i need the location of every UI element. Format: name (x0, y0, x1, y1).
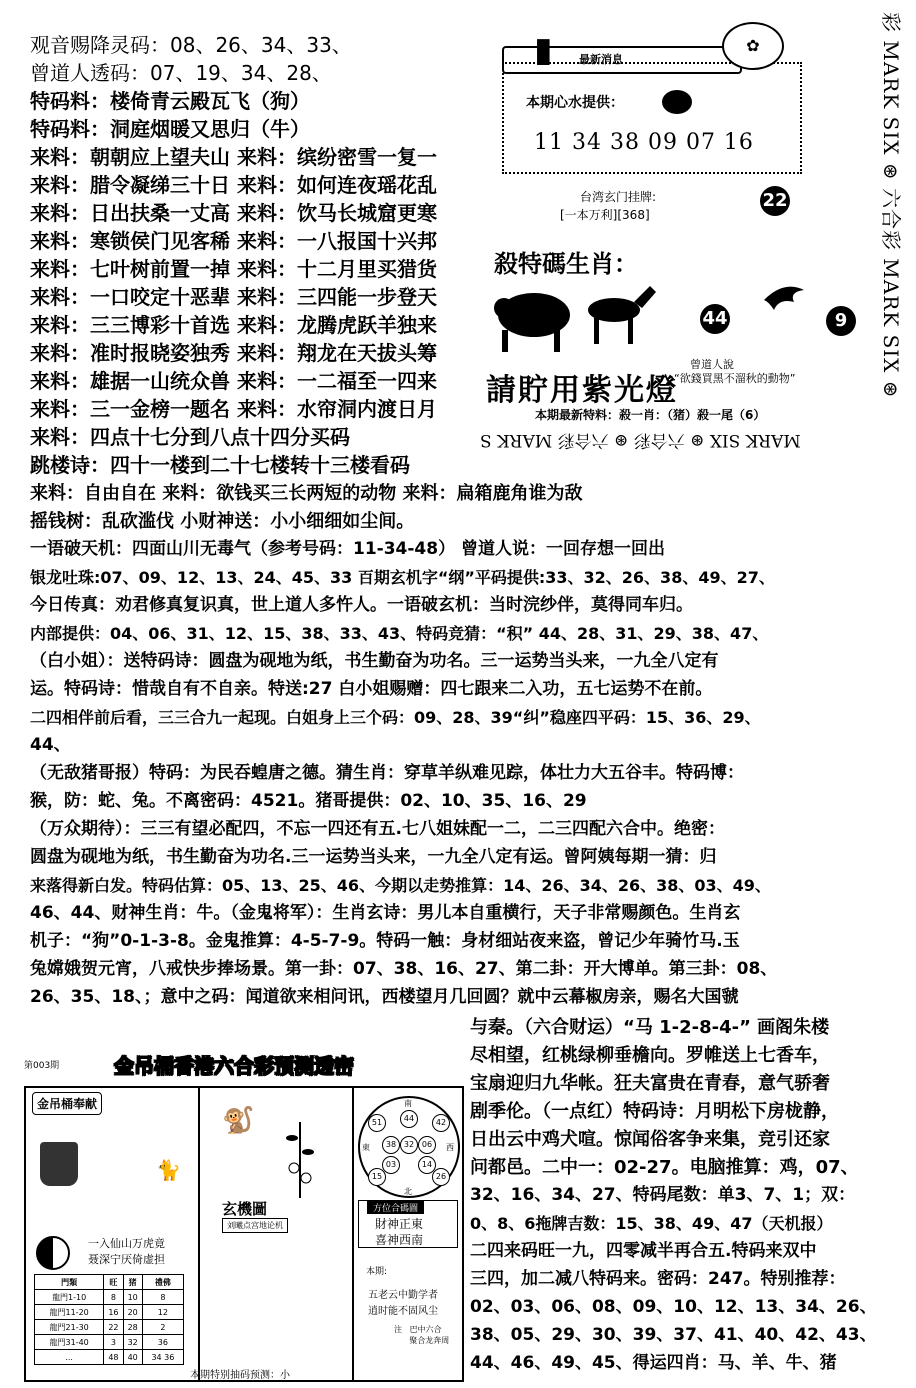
table-cell: 36 (142, 1335, 183, 1350)
ad-mid-sub: 刘曦点宫地论机 (222, 1218, 288, 1233)
compass-number: 44 (400, 1110, 418, 1128)
text-line: 来料：日出扶桑一丈高 来料：饮马长城窟更寒 (30, 201, 437, 225)
dir-south: 北 (404, 1187, 412, 1196)
text-line: 02、03、06、08、09、10、12、13、34、26、 (470, 1297, 877, 1317)
text-line: （万众期待）：三三有望必配四，不忘一四还有五.七八姐妹配一二，二三四配六合中。绝密： (30, 819, 725, 839)
kill-title: 殺特碼生肖： (494, 249, 638, 278)
text-line: 今日传真：劝君修真复识真，世上道人多忤人。一语破玄机：当时浣纱伴，莫得同车归。 (30, 595, 693, 615)
dir-east: 東 (362, 1143, 370, 1152)
news-box (496, 22, 806, 174)
text-line: 来料：四点十七分到八点十四分买码 (30, 425, 350, 449)
compass-number: 32 (400, 1136, 418, 1154)
table-cell: 12 (142, 1305, 183, 1320)
issue-poem: 逍时能不固风尘 (368, 1306, 438, 1317)
table-row (35, 1290, 184, 1305)
ad-table (34, 1274, 184, 1365)
table-cell: 40 (123, 1350, 142, 1365)
text-line: 来料：自由自在 来料：欲钱买三长两短的动物 来料：扁箱鹿角谁为敌 (30, 483, 583, 504)
dir-north: 南 (404, 1099, 412, 1108)
table-cell: 20 (123, 1305, 142, 1320)
flag-icon: ▮ (534, 30, 553, 70)
issue-label: 本期: (366, 1267, 388, 1277)
ox-icon (494, 293, 570, 352)
horse-icon (588, 286, 656, 344)
text-line: 26、35、18、；意中之码：闻道欲来相问讯，西楼望月几回圆？就中云幕椒房亲，赐名大国虢 (30, 987, 739, 1007)
text-line: 三四，加二减八特码来。密码：247。特别推荐： (470, 1269, 846, 1289)
table-cell: 8 (142, 1290, 183, 1305)
text-line: 来料：七叶树前置一掉 来料：十二月里买猎货 (30, 257, 437, 281)
text-line: 机子：“狗”0-1-3-8。金鬼推算：4-5-7-9。特码一触：身材细站夜来盗，曾记少年骑竹马.玉 (30, 931, 740, 951)
text-line: 运。特码诗：惜哉自有不自亲。特送:27 白小姐赐赠：四七跟来二入功，五七运势不在前。 (30, 679, 713, 699)
table-row (35, 1320, 184, 1335)
ad-right-panel (352, 1086, 464, 1382)
dir-west: 西 (446, 1143, 454, 1152)
compass-number: 26 (432, 1168, 450, 1186)
text-line: （白小姐）：送特码诗：圆盘为砚地为纸，书生勤奋为功名。三一运势当头来，一九全八定有 (30, 651, 719, 671)
text-line: 宝扇迎归九华帐。狂夫富贵在青春，意气骄奢 (470, 1073, 830, 1094)
news-title: 最新消息 (579, 53, 623, 66)
table-cell: 3 (104, 1335, 123, 1350)
text-line: 0、8、6拖牌吉数：15、38、49、47（天机报） (470, 1214, 833, 1233)
side-banner-text: 彩 MARK SIX ⊛ 六合彩 MARK SIX ⊛ (879, 12, 903, 399)
text-line: 来落得新白发。特码估算：05、13、25、46、今期以走势推算：14、26、34、26、38、03、49、 (30, 876, 771, 895)
table-cell: 龍門1-10 (35, 1290, 104, 1305)
text-line: 38、05、29、30、39、37、41、40、42、43、 (470, 1325, 877, 1345)
issue-poem: 五老云中勤学者 (368, 1290, 438, 1301)
cat-icon: 🐈 (156, 1158, 181, 1182)
table-header: 門類 (35, 1275, 104, 1290)
animal-illustrations (494, 280, 824, 360)
position-line: 財神正東 (375, 1217, 424, 1231)
quote-label: 曾道人說 (690, 358, 734, 371)
ad-title: 金吊桶香港六合彩预测透密 (114, 1054, 354, 1078)
text-line: 银龙吐珠:07、09、12、13、24、45、33 百期玄机字“纲”平码提供:33、32、26、38、49、27、 (30, 568, 775, 587)
tw-value: [一本万利][368] (560, 208, 650, 222)
plant-icon (280, 1118, 320, 1198)
table-cell: 龍門21-30 (35, 1320, 104, 1335)
dragon-icon (764, 287, 804, 310)
table-cell: 龍門31-40 (35, 1335, 104, 1350)
ball-9: 9 (826, 306, 856, 336)
text-line: 圆盘为砚地为纸，书生勤奋为功名.三一运势当头来，一九全八定有运。曾阿姨每期一猜：归 (30, 847, 717, 867)
text-line: 曾道人透码：07、19、34、28、 (30, 61, 332, 85)
text-line: 问都邑。二中一：02-27。电脑推算：鸡，07、 (470, 1157, 859, 1178)
latest-special: 本期最新特料：殺一肖：（猪）殺一尾（6） (535, 408, 766, 422)
text-line: 内部提供：04、06、31、12、15、38、33、43、特码竞猜：“积” 44、28、31、29、38、47、 (30, 624, 769, 643)
poem-line: 一入仙山万虎竟 (88, 1237, 165, 1250)
position-title: 方位合碼圖 (367, 1201, 424, 1214)
issue-signature: 注 巴中六合 聚合龙奔周 (394, 1325, 450, 1345)
text-line: 特码料：楼倚青云殿瓦飞（狗） (30, 89, 310, 113)
table-cell: 48 (104, 1350, 123, 1365)
text-line: （无敌猪哥报）特码：为民吞蝗唐之德。猜生肖：穿草羊纵难见踪，体壮力大五谷丰。特码博： (30, 763, 744, 783)
table-cell: ... (35, 1350, 104, 1365)
compass-number: 14 (418, 1156, 436, 1174)
table-cell: 34 36 (142, 1350, 183, 1365)
heart-icon (662, 90, 692, 114)
text-line: 剧季伦。（一点红）特码诗：月明松下房栊静， (470, 1101, 839, 1122)
text-line: 日出云中鸡犬喧。惊闻俗客争来集，竞引还家 (470, 1129, 830, 1150)
table-cell: 32 (123, 1335, 142, 1350)
table-row (35, 1335, 184, 1350)
text-line: 来料：三一金榜一题名 来料：水帘洞内渡日月 (30, 397, 437, 421)
text-line: 来料：寒锁侯门见客稀 来料：一八报国十兴邦 (30, 229, 437, 253)
advertisement (20, 1050, 462, 1380)
mirror-banner: MARK SIX ⊛ 六合彩 ⊛ 六合彩 MARK S (480, 430, 801, 450)
text-line: 来料：准时报晓姿独秀 来料：翔龙在天拔头筹 (30, 341, 437, 365)
table-cell: 龍門11-20 (35, 1305, 104, 1320)
compass-number: 42 (432, 1114, 450, 1132)
table-row (35, 1350, 184, 1365)
text-line: 44、46、49、45、得运四肖：马、羊、牛、猪 (470, 1353, 837, 1373)
text-line: 二四来码旺一九，四零减半再合五.特码来双中 (470, 1241, 817, 1261)
yinyang-icon (36, 1236, 70, 1270)
table-header: 旺 (104, 1275, 123, 1290)
text-line: 32、16、34、27、特码尾数：单3、7、1；双： (470, 1185, 856, 1205)
side-banner (862, 12, 912, 422)
table-row (35, 1305, 184, 1320)
table-cell: 22 (104, 1320, 123, 1335)
position-chart (358, 1200, 458, 1248)
ad-issue: 第003期 (24, 1061, 60, 1071)
table-cell: 28 (123, 1320, 142, 1335)
text-line: 特码料：洞庭烟暖又思归（牛） (30, 117, 310, 141)
table-cell: 8 (104, 1290, 123, 1305)
position-line: 喜神西南 (375, 1233, 424, 1247)
text-line: 摇钱树：乱砍滥伐 小财神送：小小细细如尘间。 (30, 511, 415, 532)
text-line: 44、 (30, 735, 71, 755)
text-line: 与秦。（六合财运）“马 1-2-8-4-” 画阁朱楼 (470, 1017, 830, 1038)
table-header: 禮佛 (142, 1275, 183, 1290)
tw-label: 台湾玄门挂牌: (580, 190, 657, 204)
text-line: 一语破天机：四面山川无毒气（参考号码：11-34-48） 曾道人说：一回存想一回出 (30, 539, 665, 559)
ball-22: 22 (760, 186, 790, 216)
text-line: 来料：腊令凝绨三十日 来料：如何连夜瑶花乱 (30, 173, 437, 197)
text-line: 来料：雄据一山统众兽 来料：一二福至一四来 (30, 369, 437, 393)
news-frame (502, 62, 802, 174)
text-line: 二四相伴前后看，三三合九一起现。白姐身上三个码：09、28、39“纠”稳座四平码：15、36、29、 (30, 708, 761, 727)
text-line: 猴，防：蛇、兔。不离密码：4521。猪哥提供：02、10、35、16、29 (30, 791, 587, 811)
ball-44: 44 (700, 304, 730, 334)
compass-diagram (358, 1096, 460, 1198)
table-cell: 10 (123, 1290, 142, 1305)
text-line: 来料：三三博彩十首选 来料：龙腾虎跃羊独来 (30, 313, 437, 337)
news-header (502, 30, 742, 74)
compass-number: 51 (368, 1114, 386, 1132)
ad-brand: 金吊桶奉献 (32, 1092, 102, 1115)
compass-number: 06 (418, 1136, 436, 1154)
compass-number: 03 (382, 1156, 400, 1174)
ad-mid-title: 玄機圖 (222, 1200, 268, 1218)
lamp-banner: 請貯用紫光燈 (486, 373, 678, 408)
text-line: 来料：朝朝应上望夫山 来料：缤纷密雪一复一 (30, 145, 437, 169)
compass-number: 38 (382, 1136, 400, 1154)
ad-bottom-text: 本期特别抽码预测：小 (190, 1370, 290, 1381)
text-line: 跳楼诗：四十一楼到二十七楼转十三楼看码 (30, 453, 410, 477)
ad-mid-panel (198, 1086, 354, 1382)
text-line: 兔嫦娥贺元宵，八戒快步捧场景。第一卦：07、38、16、27、第二卦：开大博单。第三卦：08、 (30, 959, 778, 979)
text-line: 46、44、财神生肖：牛。（金鬼将军）：生肖玄诗：男儿本自重横行，天子非常赐颜色。生肖玄 (30, 903, 741, 923)
heart-label: 本期心水提供： (526, 95, 624, 111)
heart-numbers: 11 34 38 09 07 16 (534, 130, 754, 155)
quote-text: “欲錢買黑不溜秋的動物” (674, 372, 796, 385)
text-line: 来料：一口咬定十恶辈 来料：三四能一步登天 (30, 285, 437, 309)
bucket-icon (40, 1142, 78, 1186)
ad-poem (88, 1236, 165, 1268)
table-cell: 16 (104, 1305, 123, 1320)
compass-number: 15 (368, 1168, 386, 1186)
table-cell: 2 (142, 1320, 183, 1335)
poem-line: 聂深宁厌倚虚担 (88, 1253, 165, 1266)
ad-left-panel (24, 1086, 200, 1382)
text-line: 尽相望，红桃绿柳垂檐向。罗帷送上七香车， (470, 1045, 830, 1066)
monkey-icon: 🐒 (222, 1106, 255, 1136)
table-header: 猪 (123, 1275, 142, 1290)
text-line: 观音赐降灵码：08、26、34、33、 (30, 33, 352, 57)
logo-icon: ✿ (722, 22, 784, 70)
